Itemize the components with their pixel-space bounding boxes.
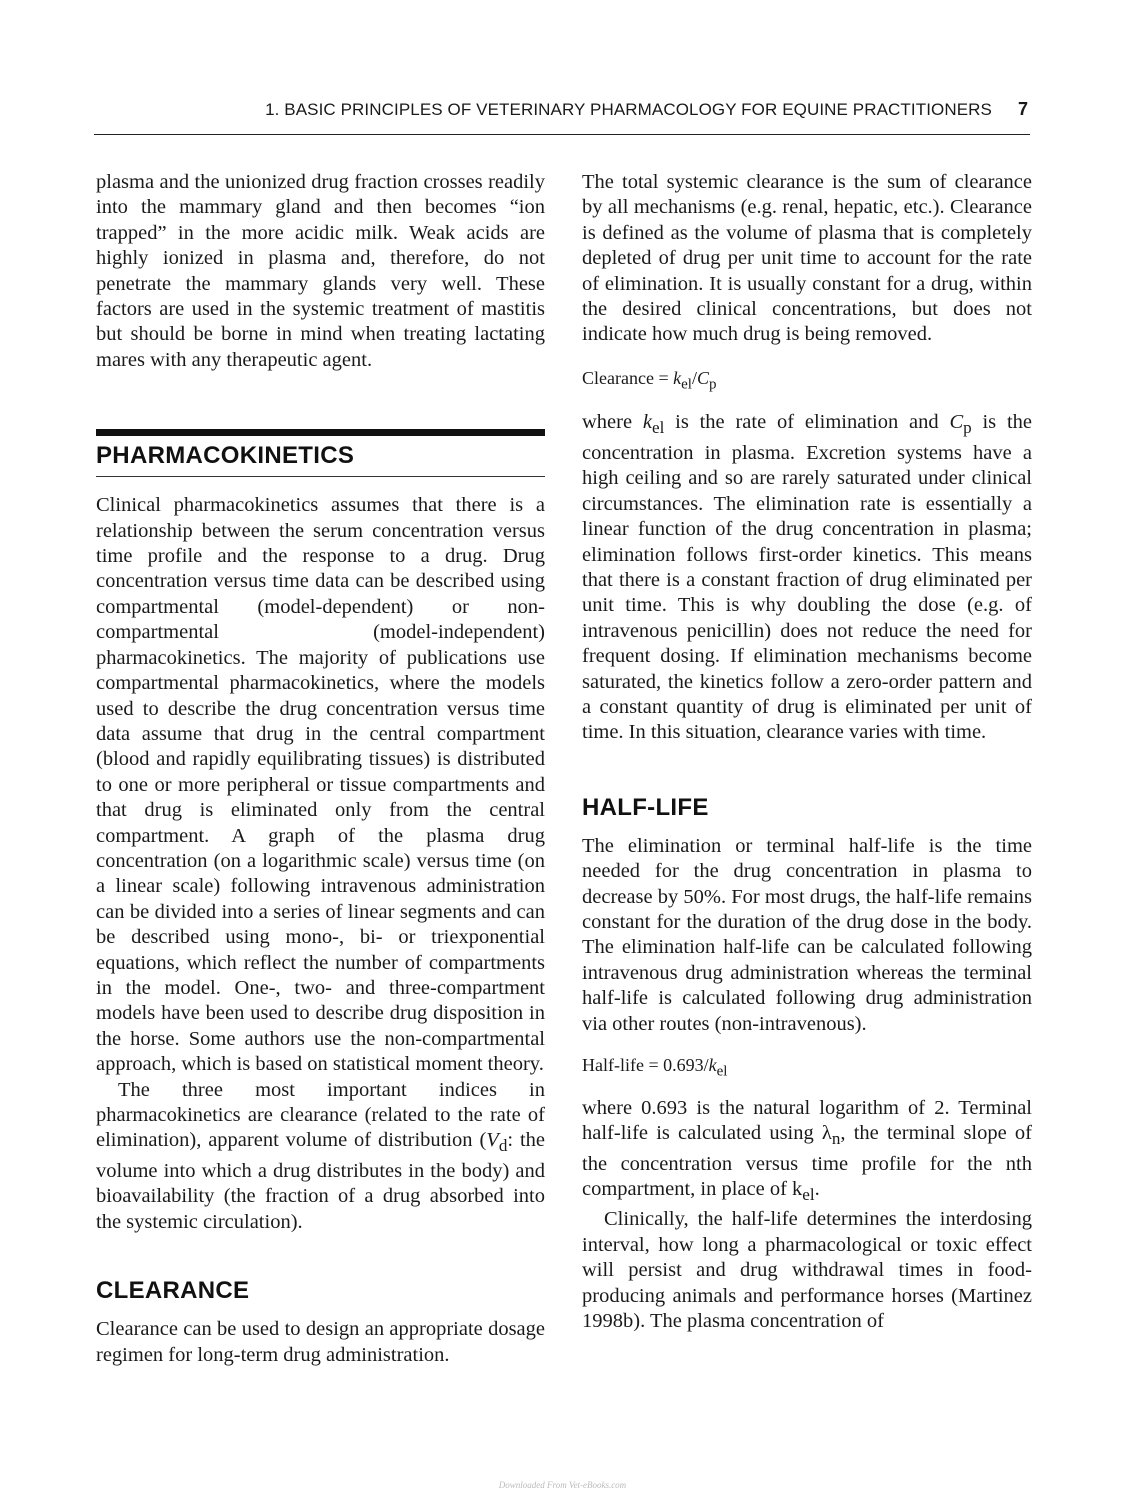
download-footer: Downloaded From Vet-eBooks.com [498,1480,627,1490]
running-head-title: 1. BASIC PRINCIPLES OF VETERINARY PHARMACOLOGY FOR EQUINE PRACTITIONERS [265,100,992,119]
left-column [96,170,545,1368]
pharmacokinetics-heading: PHARMACOKINETICS [96,442,355,470]
pharmacokinetics-paragraph-1: Clinical pharmacokinetics assumes that there is a relationship between the serum concentration versus time profile and the response to a drug. Drug concentration versus time data can be described using compartmental (model-dependent) or non-compartmental (model-independent) pharmacokinetics. The majority of publications use compartmental pharmacokinetics, where the models used to describe the drug concentration versus time data assume that drug in the central compartment (blood and rapidly equilibrating tissues) is distributed to one or more peripheral or tissue compartments and that drug is eliminated only from the central compartment. A graph of the plasma drug concentration (on a logarithmic scale) versus time (on a linear scale) following intravenous administration can be divided into a series of linear segments and can be described using mono-, bi- or triexponential equations, which reflect the number of compartments in the model. One-, two- and three-compartment models have been used to describe drug disposition in the horse. Some authors use the non-compartmental approach, which is based on statistical moment theory. [96,494,545,1076]
section-rule-thin [96,476,545,477]
clearance-where-paragraph: where $k_{el}$ is the rate of elimination and $C_p$ is the concentration in plasma. Excretion systems have a high ceiling and so are rarely saturated under clinical circumstances. The elimination rate is essentially a linear function of the drug concentration in plasma; elimination follows first-order kinetics. This means that there is a constant fraction of drug eliminated per unit time. This is why doubling the dose (e.g. of intravenous penicillin) does not reduce the need for frequent dosing. If elimination mechanisms become saturated, the kinetics follow a zero-order pattern and a constant quantity of drug is eliminated per unit of time. In this situation, clearance varies with time. [582,411,1032,744]
clearance-paragraph-2: The total systemic clearance is the sum of clearance by all mechanisms (e.g. renal, hepatic, etc.). Clearance is defined as the volume of plasma that is completely depleted of drug per unit time to account for the rate of elimination. It is usually constant for a drug, within the desired clinical concentrations, but does not indicate how much drug is being removed. [582,171,1032,346]
clearance-equation: Clearance = $k_{el}/C_p$ [582,367,717,393]
half-life-heading: HALF-LIFE [582,793,709,821]
section-rule-thick [96,429,545,436]
right-column [582,170,1032,1335]
page-number: 7 [1017,99,1028,119]
half-life-paragraph-2: Clinically, the half-life determines the interdosing interval, how long a pharmacological or toxic effect will persist and drug withdrawal times in food-producing animals and performance horses (Martinez 1998b). The plasma concentration of [582,1208,1032,1333]
half-life-where-paragraph: where 0.693 is the natural logarithm of 2. Terminal half-life is calculated using $\lambda_n$, the terminal slope of the concentration versus time profile for the nth compartment, in place of $k_{el}$. [582,1096,1032,1205]
clearance-heading: CLEARANCE [96,1277,250,1305]
half-life-paragraph: The elimination or terminal half-life is the time needed for the drug concentration in plasma to decrease by 50%. For most drugs, the half-life remains constant for the duration of the drug dose in the body. The elimination half-life can be calculated following intravenous drug administration whereas the terminal half-life is calculated following drug administration via other routes (non-intravenous). [582,834,1032,1035]
running-head [94,100,1030,135]
intro-paragraph: plasma and the unionized drug fraction crosses readily into the mammary gland and then becomes “ion trapped” in the more acidic milk. Weak acids are highly ionized in plasma and, therefore, do not penetrate the mammary glands very well. These factors are used in the systemic treatment of mastitis but should be borne in mind when treating lactating mares with any therapeutic agent. [96,171,545,371]
clearance-paragraph: Clearance can be used to design an appropriate dosage regimen for long-term drug administration. [96,1318,545,1366]
half-life-equation: Half-life = $0.693/k_{el}$ [582,1055,728,1080]
pharmacokinetics-paragraph-2: The three most important indices in pharmacokinetics are clearance (related to the rate of elimination), apparent volume of distribution ($V_d$: the volume into which a drug distributes in the body) and bioavailability (the fraction of a drug absorbed into the systemic circulation). [96,1078,545,1233]
